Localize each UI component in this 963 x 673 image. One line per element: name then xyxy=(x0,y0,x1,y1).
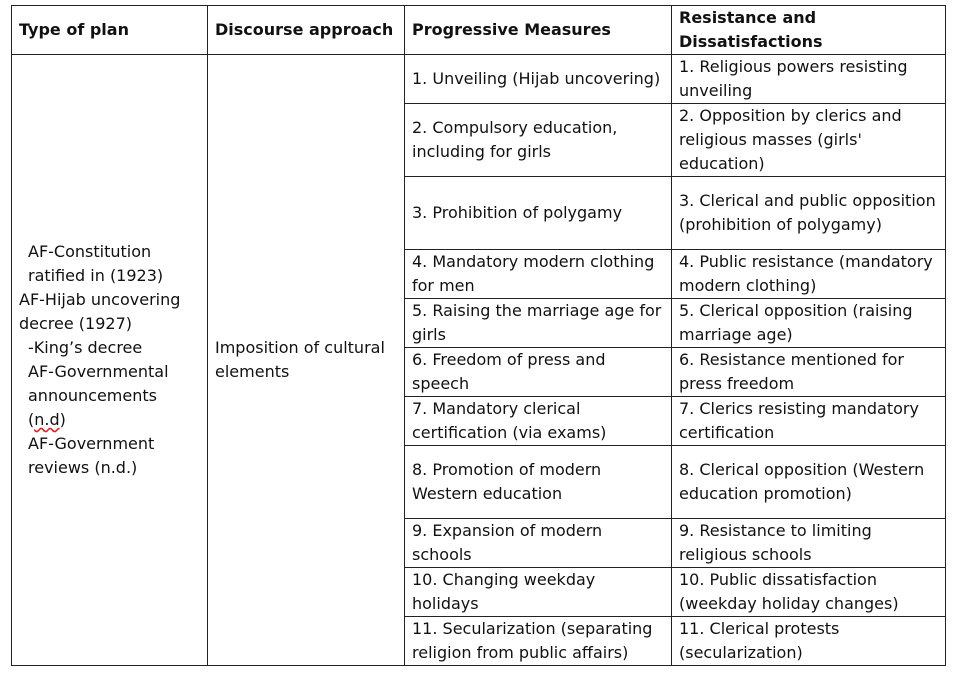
measure-cell: 5. Raising the marriage age for girls xyxy=(405,299,672,348)
measure-cell: 4. Mandatory modern clothing for men xyxy=(405,250,672,299)
measure-cell: 9. Expansion of modern schools xyxy=(405,519,672,568)
measure-cell: 2. Compulsory education, including for girls xyxy=(405,104,672,177)
plan-line: ratified in (1923) xyxy=(28,266,164,285)
plan-line: -King’s decree xyxy=(28,338,143,357)
spellcheck-mark: n.d xyxy=(34,410,60,429)
plan-line: AF-Governmental xyxy=(28,362,169,381)
resistance-cell: 7. Clerics resisting mandatory certification xyxy=(672,397,946,446)
header-row xyxy=(12,6,946,55)
resistance-cell: 5. Clerical opposition (raising marriage age) xyxy=(672,299,946,348)
resistance-cell: 1. Religious powers resisting unveiling xyxy=(672,55,946,104)
plan-line: AF-Constitution xyxy=(28,242,152,261)
measure-cell: 1. Unveiling (Hijab uncovering) xyxy=(405,55,672,104)
resistance-cell: 10. Public dissatisfaction (weekday holiday changes) xyxy=(672,568,946,617)
measure-cell: 11. Secularization (separating religion from public affairs) xyxy=(405,617,672,666)
header-type-of-plan: Type of plan xyxy=(12,6,208,55)
measure-cell: 7. Mandatory clerical certification (via exams) xyxy=(405,397,672,446)
measure-cell: 6. Freedom of press and speech xyxy=(405,348,672,397)
type-of-plan-cell xyxy=(12,55,208,666)
plan-line: decree (1927) xyxy=(19,314,132,333)
measure-cell: 10. Changing weekday holidays xyxy=(405,568,672,617)
plan-line: (n.d) xyxy=(28,410,66,429)
resistance-cell: 4. Public resistance (mandatory modern clothing) xyxy=(672,250,946,299)
resistance-cell: 2. Opposition by clerics and religious masses (girls' education) xyxy=(672,104,946,177)
resistance-cell: 11. Clerical protests (secularization) xyxy=(672,617,946,666)
resistance-cell: 9. Resistance to limiting religious schools xyxy=(672,519,946,568)
resistance-cell: 3. Clerical and public opposition (prohibition of polygamy) xyxy=(672,177,946,250)
measure-cell: 3. Prohibition of polygamy xyxy=(405,177,672,250)
resistance-cell: 8. Clerical opposition (Western education promotion) xyxy=(672,446,946,519)
plan-line: reviews (n.d.) xyxy=(28,458,138,477)
resistance-cell: 6. Resistance mentioned for press freedom xyxy=(672,348,946,397)
discourse-approach-cell: Imposition of cultural elements xyxy=(208,55,405,666)
plan-line: AF-Government xyxy=(28,434,155,453)
header-resistance: Resistance and Dissatisfactions xyxy=(672,6,946,55)
plans-table xyxy=(11,5,946,666)
plan-line: AF-Hijab uncovering xyxy=(19,290,181,309)
header-discourse-approach: Discourse approach xyxy=(208,6,405,55)
table-row xyxy=(12,55,946,104)
measure-cell: 8. Promotion of modern Western education xyxy=(405,446,672,519)
header-progressive-measures: Progressive Measures xyxy=(405,6,672,55)
plan-line: announcements xyxy=(28,386,157,405)
